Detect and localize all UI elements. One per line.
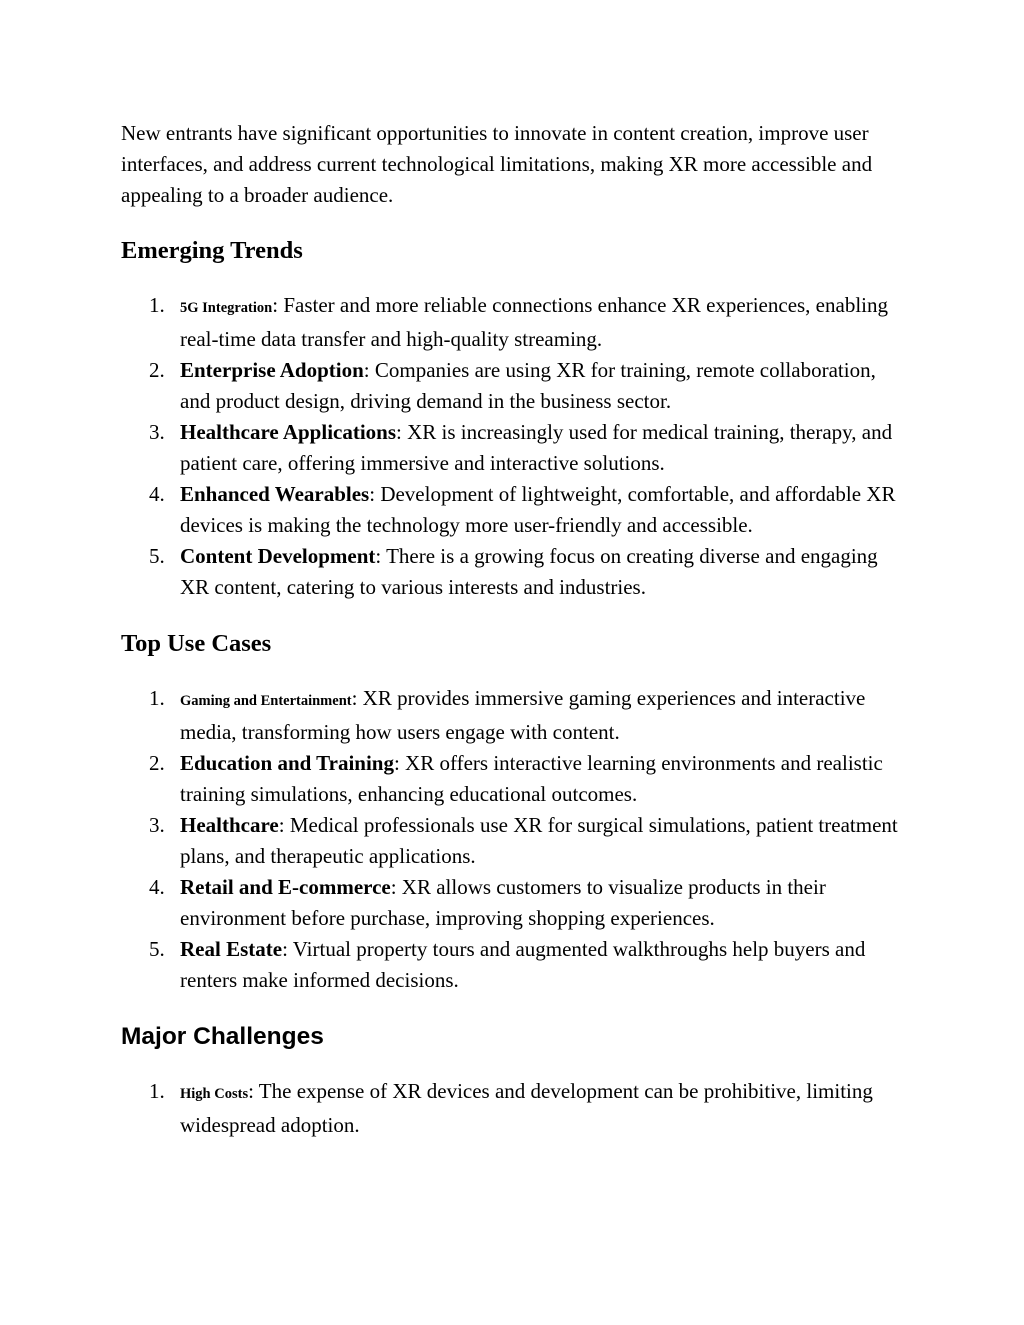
item-term: Retail and E-commerce <box>180 875 391 899</box>
item-term: Real Estate <box>180 937 283 961</box>
item-text: : XR offers interactive learning environments and realistic training simulations, enhancing educational outcomes. <box>180 751 883 806</box>
item-text: : Virtual property tours and augmented walkthroughs help buyers and renters make informed decisions. <box>180 937 866 992</box>
item-text: : XR allows customers to visualize products in their environment before purchase, improving shopping experiences. <box>180 875 826 930</box>
intro-paragraph: New entrants have significant opportunities to innovate in content creation, improve user interfaces, and address current technological limitations, making XR more accessible and appealing to a broader audience. <box>121 121 873 207</box>
item-number: 2. <box>149 751 165 775</box>
item-term: Healthcare <box>180 813 279 837</box>
item-number: 1. <box>149 293 165 317</box>
list-item <box>121 683 911 748</box>
item-text: : Development of lightweight, comfortable, and affordable XR devices is making the technology more user-friendly and accessible. <box>180 482 896 537</box>
item-number: 3. <box>149 813 165 837</box>
document-page <box>121 118 911 1141</box>
list-item <box>121 541 911 603</box>
item-text: : XR is increasingly used for medical training, therapy, and patient care, offering immersive and interactive solutions. <box>180 420 893 475</box>
item-term: High Costs <box>180 1086 249 1102</box>
list-item <box>121 810 911 872</box>
list-item <box>121 1076 911 1141</box>
heading-major-challenges: Major Challenges <box>121 1023 324 1050</box>
item-text: : XR provides immersive gaming experiences and interactive media, transforming how users engage with content. <box>180 686 866 744</box>
heading-emerging-trends: Emerging Trends <box>121 237 303 264</box>
item-term: Healthcare Applications <box>180 420 397 444</box>
list-major-challenges <box>121 1076 911 1141</box>
list-item <box>121 934 911 996</box>
item-term: Education and Training <box>180 751 394 775</box>
item-number: 2. <box>149 358 165 382</box>
heading-top-use-cases: Top Use Cases <box>121 630 272 657</box>
item-term: Enterprise Adoption <box>180 358 364 382</box>
item-term: Gaming and Entertainment <box>180 693 352 709</box>
list-item <box>121 355 911 417</box>
item-term: 5G Integration <box>180 300 273 316</box>
item-number: 5. <box>149 544 165 568</box>
item-text: : The expense of XR devices and development can be prohibitive, limiting widespread adoption. <box>180 1079 873 1137</box>
item-term: Enhanced Wearables <box>180 482 370 506</box>
list-item <box>121 479 911 541</box>
item-text: : Companies are using XR for training, remote collaboration, and product design, driving demand in the business sector. <box>180 358 876 413</box>
item-text: : Medical professionals use XR for surgical simulations, patient treatment plans, and therapeutic applications. <box>180 813 898 868</box>
item-number: 4. <box>149 482 165 506</box>
item-term: Content Development <box>180 544 376 568</box>
item-text: : There is a growing focus on creating diverse and engaging XR content, catering to various interests and industries. <box>180 544 878 599</box>
item-number: 1. <box>149 686 165 710</box>
list-item <box>121 290 911 355</box>
item-number: 3. <box>149 420 165 444</box>
item-number: 1. <box>149 1079 165 1103</box>
list-item <box>121 417 911 479</box>
item-number: 4. <box>149 875 165 899</box>
item-number: 5. <box>149 937 165 961</box>
list-emerging-trends <box>121 290 911 603</box>
item-text: : Faster and more reliable connections enhance XR experiences, enabling real-time data transfer and high-quality streaming. <box>180 293 888 351</box>
list-item <box>121 748 911 810</box>
list-top-use-cases <box>121 683 911 996</box>
list-item <box>121 872 911 934</box>
